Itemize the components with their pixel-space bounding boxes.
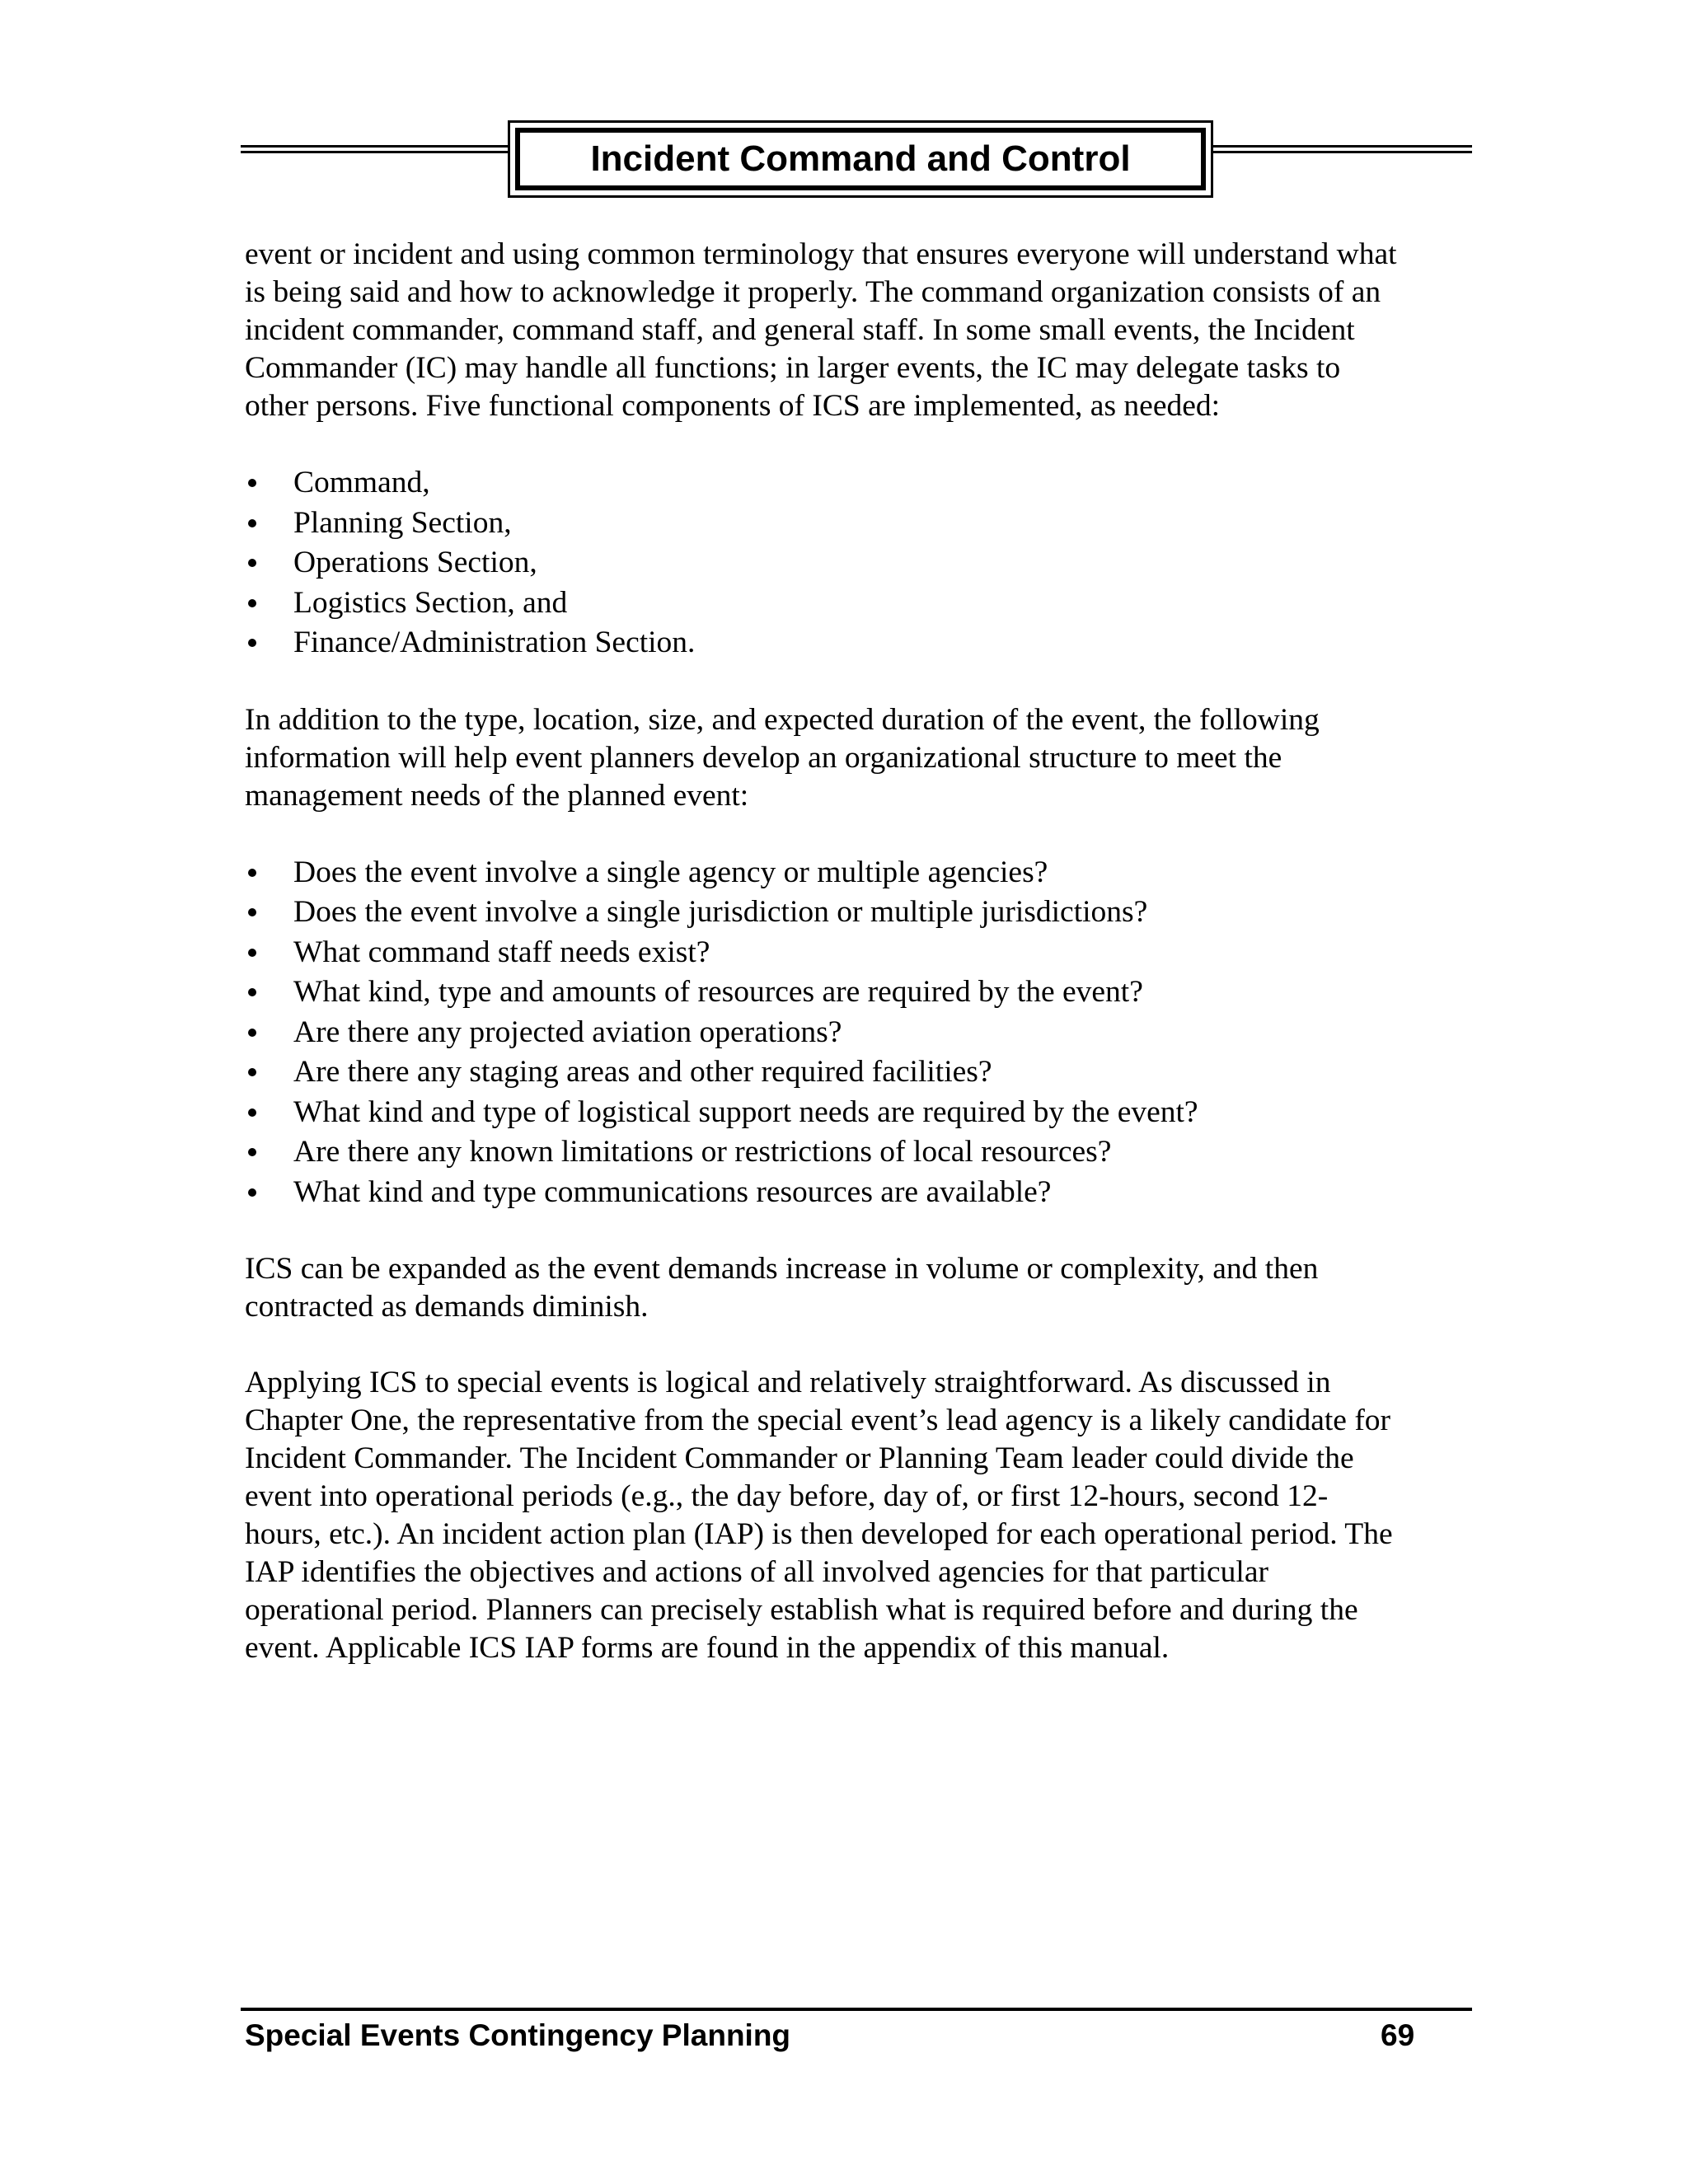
footer-title: Special Events Contingency Planning [245,2018,791,2052]
list-item: Command, [245,463,1473,504]
intro-paragraph: event or incident and using common terminology that ensures everyone will understand what is being said and how to acknowledge it properly. The command organization consists of an incident commander, command staff, and general staff. In some small events, the Incident Commander (IC) may handle all functions; in larger events, the IC may delegate tasks to other persons. Five functional components of ICS are implemented, as needed: [245,237,1397,423]
list-item: Does the event involve a single jurisdiction or multiple jurisdictions? [245,893,1473,933]
bullet-icon [248,949,256,957]
bullet-icon [248,559,256,567]
expanded-paragraph: ICS can be expanded as the event demands increase in volume or complexity, and then contracted as demands diminish. [245,1252,1319,1324]
list-item: Does the event involve a single agency or multiple agencies? [245,853,1473,893]
section-title-box [508,120,1213,198]
list-item: Planning Section, [245,504,1473,544]
bullet-icon [248,908,256,916]
bullet-icon [248,1108,256,1117]
bullet-icon [248,599,256,607]
bullet-icon [248,1068,256,1076]
section-title: Incident Command and Control [515,128,1206,190]
addition-paragraph: In addition to the type, location, size, and expected duration of the event, the following information will help event planners develop an organizational structure to meet the management needs of the planned event: [245,702,1320,813]
list-item: What command staff needs exist? [245,933,1473,973]
page-content [245,236,1473,1667]
list-item: Are there any staging areas and other required facilities? [245,1052,1473,1093]
ics-components-list [245,463,1473,663]
page-number: 69 [1381,2018,1415,2052]
bullet-icon [248,519,256,527]
bullet-icon [248,1148,256,1156]
bullet-icon [248,1188,256,1197]
list-item: Logistics Section, and [245,583,1473,624]
bullet-icon [248,1029,256,1037]
list-item: Operations Section, [245,543,1473,583]
planning-questions-list [245,853,1473,1213]
bullet-icon [248,869,256,877]
footer-rule [241,2008,1472,2011]
list-item: What kind, type and amounts of resources are required by the event? [245,972,1473,1013]
page-header [241,120,1472,198]
bullet-icon [248,639,256,647]
list-item: What kind and type of logistical support needs are required by the event? [245,1093,1473,1133]
applying-paragraph: Applying ICS to special events is logical and relatively straightforward. As discussed in Chapter One, the representative from the special event’s lead agency is a likely candidate for Incident Commander. The Incident Commander or Planning Team leader could divide the event into operational periods (e.g., the day before, day of, or first 12-hours, second 12- hours, etc.). An incident action plan (IAP) is then developed for each operational period. The IAP identifies the objectives and actions of all involved agencies for that particular operational period. Planners can precisely establish what is required before and during the event. Applicable ICS IAP forms are found in the appendix of this manual. [245,1366,1393,1665]
list-item: What kind and type communications resources are available? [245,1173,1473,1213]
header-rule-right [1212,145,1472,153]
list-item: Finance/Administration Section. [245,623,1473,663]
header-rule-left [241,145,509,153]
list-item: Are there any projected aviation operations? [245,1013,1473,1053]
bullet-icon [248,479,256,487]
bullet-icon [248,988,256,996]
list-item: Are there any known limitations or restrictions of local resources? [245,1132,1473,1173]
